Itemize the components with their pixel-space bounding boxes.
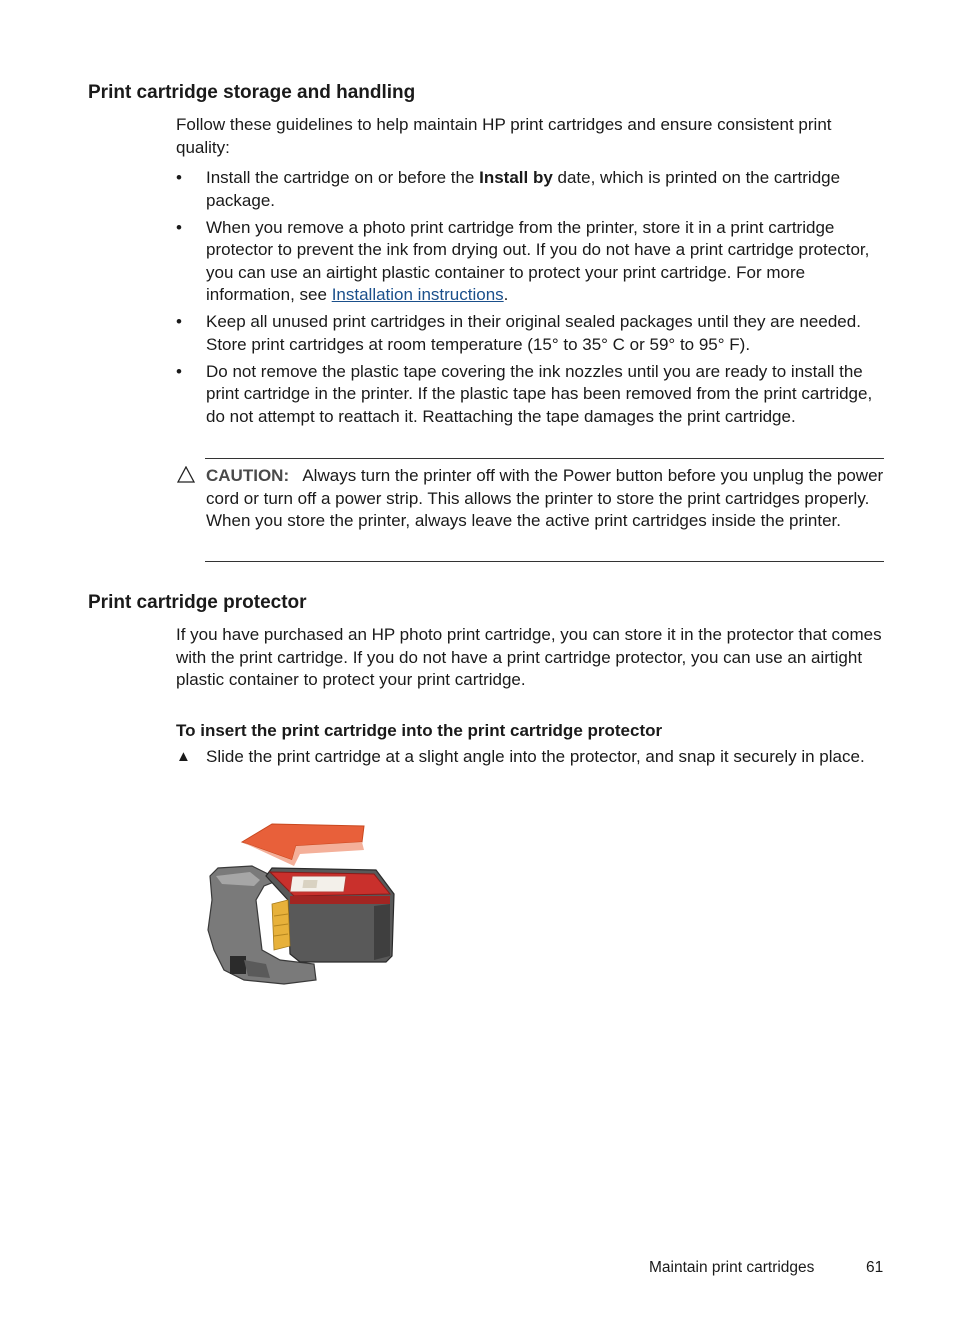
list-item <box>176 311 888 356</box>
cartridge-protector-illustration <box>204 820 400 990</box>
bullet-mark: • <box>176 361 182 381</box>
footer-section-title: Maintain print cartridges <box>649 1259 815 1276</box>
list-item <box>176 167 888 212</box>
divider <box>205 458 884 459</box>
caution-text <box>206 465 886 533</box>
bullet-text: date, which is printed on the cartridge package. <box>206 168 841 210</box>
bullet-text: When you remove a photo print cartridge from the printer, store it in a print cartridge protector to prevent the ink from drying out. If you do not have a print cartridge protector, you can use an airtight plastic container to protect your print cartridge. For more information, see <box>206 217 870 304</box>
bullet-text: Keep all unused print cartridges in their original sealed packages until they are needed. Store print cartridges at room temperature (15° to 35° C or 59° to 95° F). <box>206 312 861 354</box>
list-item <box>176 361 888 429</box>
warning-triangle-icon <box>177 466 195 483</box>
bullet-mark: • <box>176 312 182 331</box>
bullet-text: Do not remove the plastic tape covering the ink nozzles until you are ready to install the print cartridge in the printer. If the plastic tape has been removed from the print cartridge, do not attempt to reattach it. Reattaching the tape damages the print cartridge. <box>206 361 873 426</box>
procedure-step <box>176 746 888 769</box>
bullet-text: . <box>503 285 509 304</box>
protector-intro: If you have purchased an HP photo print cartridge, you can store it in the protector that comes with the print cartridge. If you do not have a print cartridge protector, you can use an airtight plastic container to protect your print cartridge. <box>176 625 882 689</box>
insert-arrow-icon <box>242 824 364 866</box>
bullet-bold-text: Install by <box>479 168 553 187</box>
bullet-mark: • <box>176 217 182 237</box>
caution-body: Always turn the printer off with the Power button before you unplug the power cord or turn off a power strip. This allows the printer to store the print cartridges properly. When you store the printer, always leave the active print cartridges inside the printer. <box>206 466 888 530</box>
step-triangle-icon: ▲ <box>176 748 191 765</box>
caution-label: CAUTION: <box>206 466 290 485</box>
section-heading-storage: Print cartridge storage and handling <box>88 82 416 103</box>
divider <box>205 561 884 562</box>
section-heading-protector: Print cartridge protector <box>88 592 307 613</box>
storage-guidelines-list <box>176 167 888 433</box>
cartridge-shape <box>266 868 394 962</box>
caution-note <box>176 458 888 562</box>
list-item <box>176 217 888 307</box>
procedure-title: To insert the print cartridge into the print cartridge protector <box>176 721 663 740</box>
storage-intro: Follow these guidelines to help maintain HP print cartridges and ensure consistent print quality: <box>176 115 832 157</box>
bullet-text: Install the cartridge on or before the <box>206 168 480 187</box>
installation-instructions-link[interactable]: Installation instructions <box>331 285 504 304</box>
step-text: Slide the print cartridge at a slight angle into the protector, and snap it securely in place. <box>206 747 865 766</box>
bullet-mark: • <box>176 168 182 187</box>
page-number: 61 <box>866 1259 884 1276</box>
